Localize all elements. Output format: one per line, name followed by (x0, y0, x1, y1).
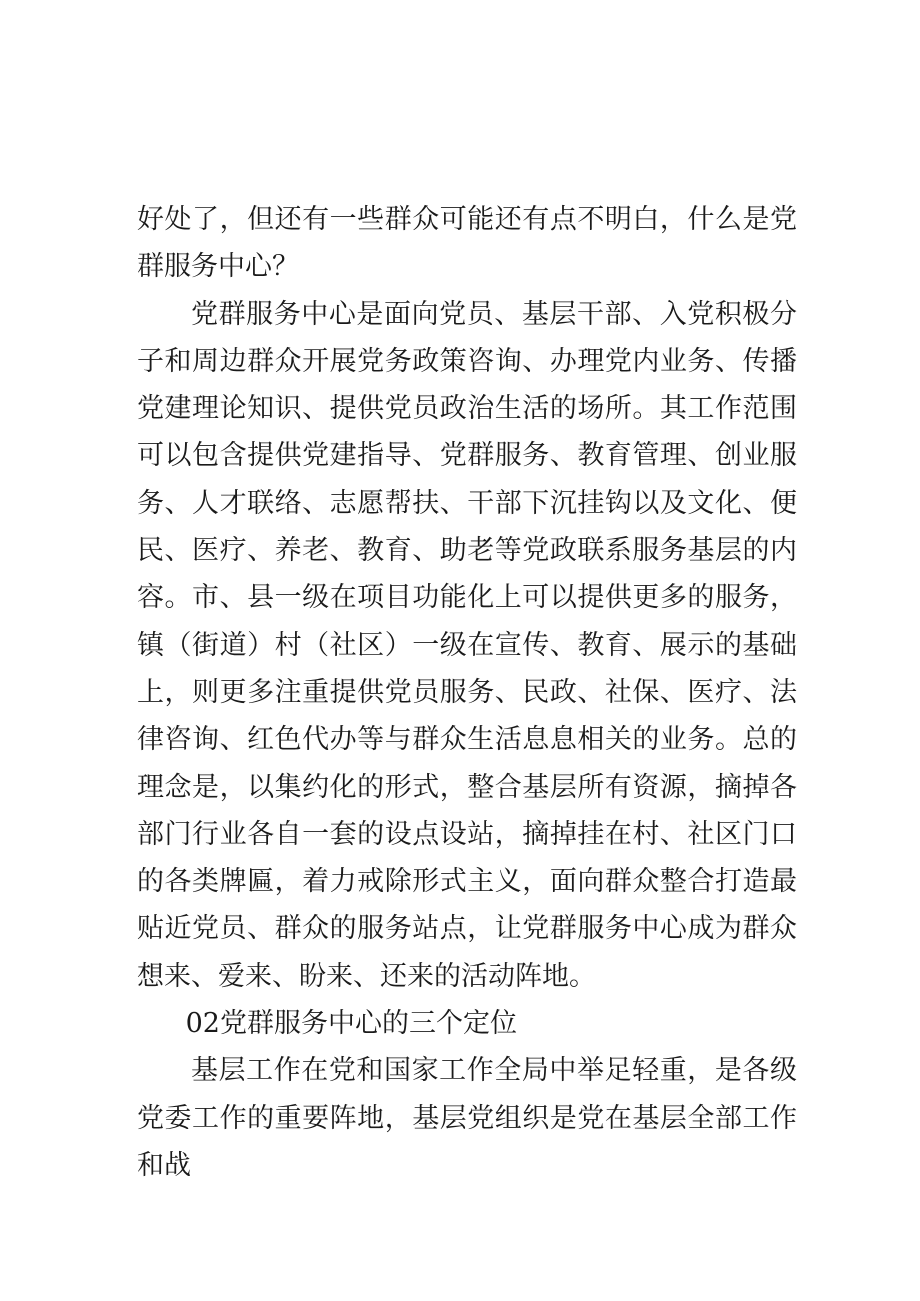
document-body (137, 196, 797, 1189)
paragraph-continuation: 好处了，但还有一些群众可能还有点不明白，什么是党群服务中心？ (137, 204, 797, 283)
paragraph-positioning: 基层工作在党和国家工作全局中举足轻重，是各级党委工作的重要阵地，基层党组织是党在基层全部工作和战 (137, 1055, 797, 1181)
paragraph-definition: 党群服务中心是面向党员、基层干部、入党积极分子和周边群众开展党务政策咨询、办理党内业务、传播党建理论知识、提供党员政治生活的场所。其工作范围可以包含提供党建指导、党群服务、教育管理、创业服务、人才联络、志愿帮扶、干部下沉挂钩以及文化、便民、医疗、养老、教育、助老等党政联系服务基层的内容。市、县一级在项目功能化上可以提供更多的服务，镇（街道）村（社区）一级在宣传、教育、展示的基础上，则更多注重提供党员服务、民政、社保、医疗、法律咨询、红色代办等与群众生活息息相关的业务。总的理念是，以集约化的形式，整合基层所有资源，摘掉各部门行业各自一套的设点设站，摘掉挂在村、社区门口的各类牌匾，着力戒除形式主义，面向群众整合打造最贴近党员、群众的服务站点，让党群服务中心成为群众想来、爱来、盼来、还来的活动阵地。 (137, 298, 797, 992)
section-heading: 02党群服务中心的三个定位 (185, 1008, 517, 1040)
